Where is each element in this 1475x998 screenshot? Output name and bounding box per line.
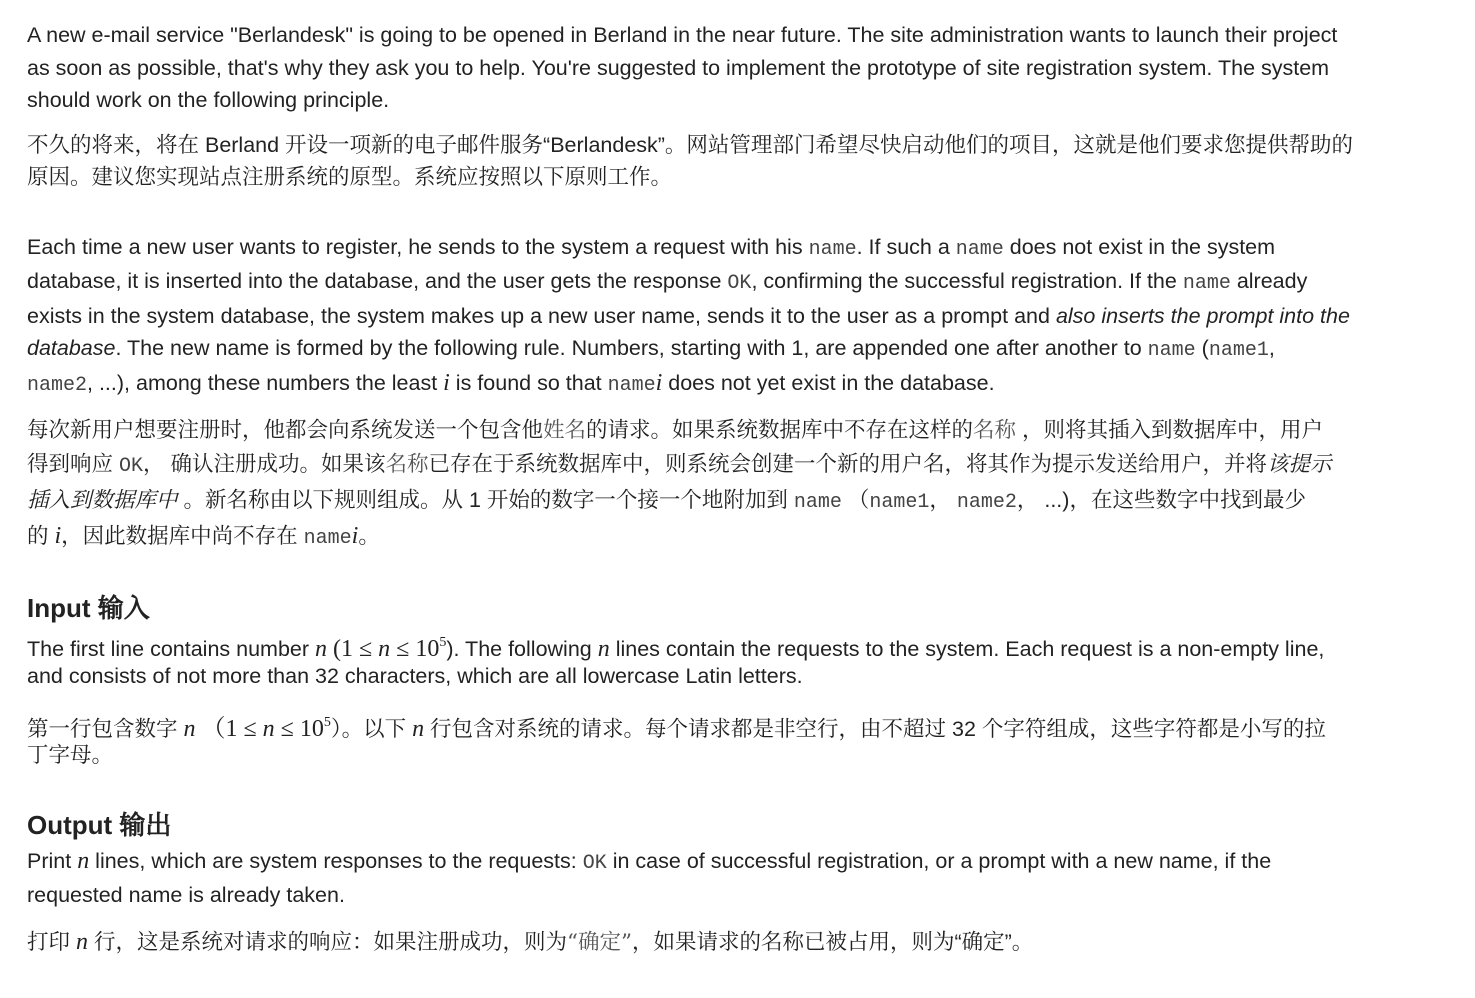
rule-en-line-3 [27,302,1350,330]
text: , ...), among these numbers the least [87,371,444,395]
text: 。新名称由以下规则组成。从 1 开始的数字一个接一个地附加到 [177,488,794,512]
rule-en-line-2 [27,267,1307,298]
input-zh-line-2: 丁字母。 [27,743,114,767]
input-en-line-1 [27,629,1324,663]
output-heading: Output 输出 [27,810,172,840]
text: ， ...)，在这些数字中找到最少 [1016,488,1306,512]
code-name2: name2 [956,491,1017,514]
text: ，如果请求的名称已被占用，则为“确定”。 [631,930,1034,954]
text: ). The following [446,637,598,661]
math: (1 ≤ [327,636,379,662]
text: lines contain the requests to the system. Each request is a non-empty line, [609,637,1325,661]
code-name: name [303,527,352,550]
math-n: n [597,636,610,662]
term: 名称 [385,452,429,477]
code-name1: name1 [869,491,930,514]
math-i: i [54,523,62,549]
text: in case of successful registration, or a prompt with a new name, if the [606,849,1272,873]
rule-zh-line-4 [27,522,380,553]
text: 已存在于系统数据库中，则系统会创建一个新的用户名，将其作为提示发送给用户，并将 [428,452,1268,476]
text: 打印 [27,930,76,954]
intro-en-line-2: as soon as possible, that's why they ask you to help. You're suggested to implement the prototype of site registration system. The system [27,56,1330,80]
text: , [1268,336,1275,360]
math-n: n [75,929,88,955]
code-ok: OK [118,455,143,478]
text: ( [1195,336,1209,360]
text: ，因此数据库中尚不存在 [61,524,304,548]
output-zh-line-1 [27,928,1033,957]
math: （1 ≤ [195,716,263,742]
text: already [1230,269,1308,293]
math-n: n [77,848,90,874]
emphasis: 该提示 [1267,452,1332,476]
code-ok: OK [727,272,752,295]
rule-en-line-4 [27,334,1275,365]
rule-en-line-1 [27,233,1275,264]
text: ，则将其插入到数据库中，用户 [1016,418,1324,442]
text: does not exist in the system [1003,235,1276,259]
text: 的 [27,524,55,548]
text: Print [27,849,78,873]
text: 第一行包含数字 [27,717,184,741]
math-n: n [412,716,425,742]
math-exponent: 5 [323,715,331,730]
text: . If such a [856,235,956,259]
math: ≤ 10 [390,636,440,662]
output-en-line-1 [27,847,1271,878]
text: 行包含对系统的请求。每个请求都是非空行，由不超过 32 个字符组成，这些字符都是小写的拉 [424,717,1326,741]
intro-zh-line-1: 不久的将来，将在 Berland 开设一项新的电子邮件服务“Berlandesk”。网站管理部门希望尽快启动他们的项目，这就是他们要求您提供帮助的 [27,133,1353,157]
text: ， [929,488,957,512]
code-name2: name2 [27,374,88,397]
math: ≤ 10 [274,716,324,742]
code-name: name [808,238,857,261]
output-en-line-2: requested name is already taken. [27,883,345,907]
code-name: name [607,374,656,397]
math-n: n [315,636,327,662]
term: 名称 [973,418,1017,443]
term: 姓名 [543,418,587,443]
text: 每次新用户想要注册时，他都会向系统发送一个包含他 [27,418,544,442]
text: lines, which are system responses to the requests: [89,849,583,873]
math-i: i [351,523,359,549]
text: , confirming the successful registration. If the [751,269,1183,293]
text: 得到响应 [27,452,119,476]
code-name: name [1182,272,1231,295]
emphasis: database [27,336,116,360]
text: ）。以下 [330,717,413,741]
term: “确定” [566,930,632,955]
text: Each time a new user wants to register, he sends to the system a request with his [27,235,809,259]
text: is found so that [449,371,608,395]
math-n: n [378,636,391,662]
code-name1: name1 [1208,339,1269,362]
code-ok: OK [582,852,607,875]
text: ， 确认注册成功。如果该 [143,452,386,476]
math-i: i [443,370,450,396]
math-n: n [262,716,275,742]
text: 行，这是系统对请求的响应：如果注册成功，则为 [87,930,567,954]
rule-en-line-5 [27,369,995,400]
emphasis: 插入到数据库中 [27,488,178,512]
input-zh-line-1 [27,709,1326,743]
input-en-line-2: and consists of not more than 32 characters, which are all lowercase Latin letters. [27,664,803,688]
rule-zh-line-1 [27,416,1323,445]
text: （ [841,488,870,512]
math-i: i [655,370,663,396]
text: does not yet exist in the database. [662,371,995,395]
text: 。 [358,524,380,548]
rule-zh-line-3 [27,486,1306,517]
rule-zh-line-2 [27,450,1332,481]
intro-zh-line-2: 原因。建议您实现站点注册系统的原型。系统应按照以下原则工作。 [27,165,673,189]
text: 的请求。如果系统数据库中不存在这样的 [586,418,974,442]
math-n: n [183,716,196,742]
emphasis: also inserts the prompt into the [1055,304,1350,328]
code-name: name [793,491,842,514]
text: The first line contains number [27,637,315,661]
math-exponent: 5 [439,635,447,650]
code-name: name [1147,339,1196,362]
input-heading: Input 输入 [27,593,150,623]
intro-en-line-3: should work on the following principle. [27,88,390,112]
text: . The new name is formed by the following rule. Numbers, starting with 1, are appended one after another to [115,336,1148,360]
text: database, it is inserted into the database, and the user gets the response [27,269,728,293]
code-name: name [955,238,1004,261]
text: exists in the system database, the system makes up a new user name, sends it to the user as a prompt and [27,304,1056,328]
intro-en-line-1: A new e-mail service "Berlandesk" is going to be opened in Berland in the near future. The site administration wants to launch their project [27,23,1338,47]
